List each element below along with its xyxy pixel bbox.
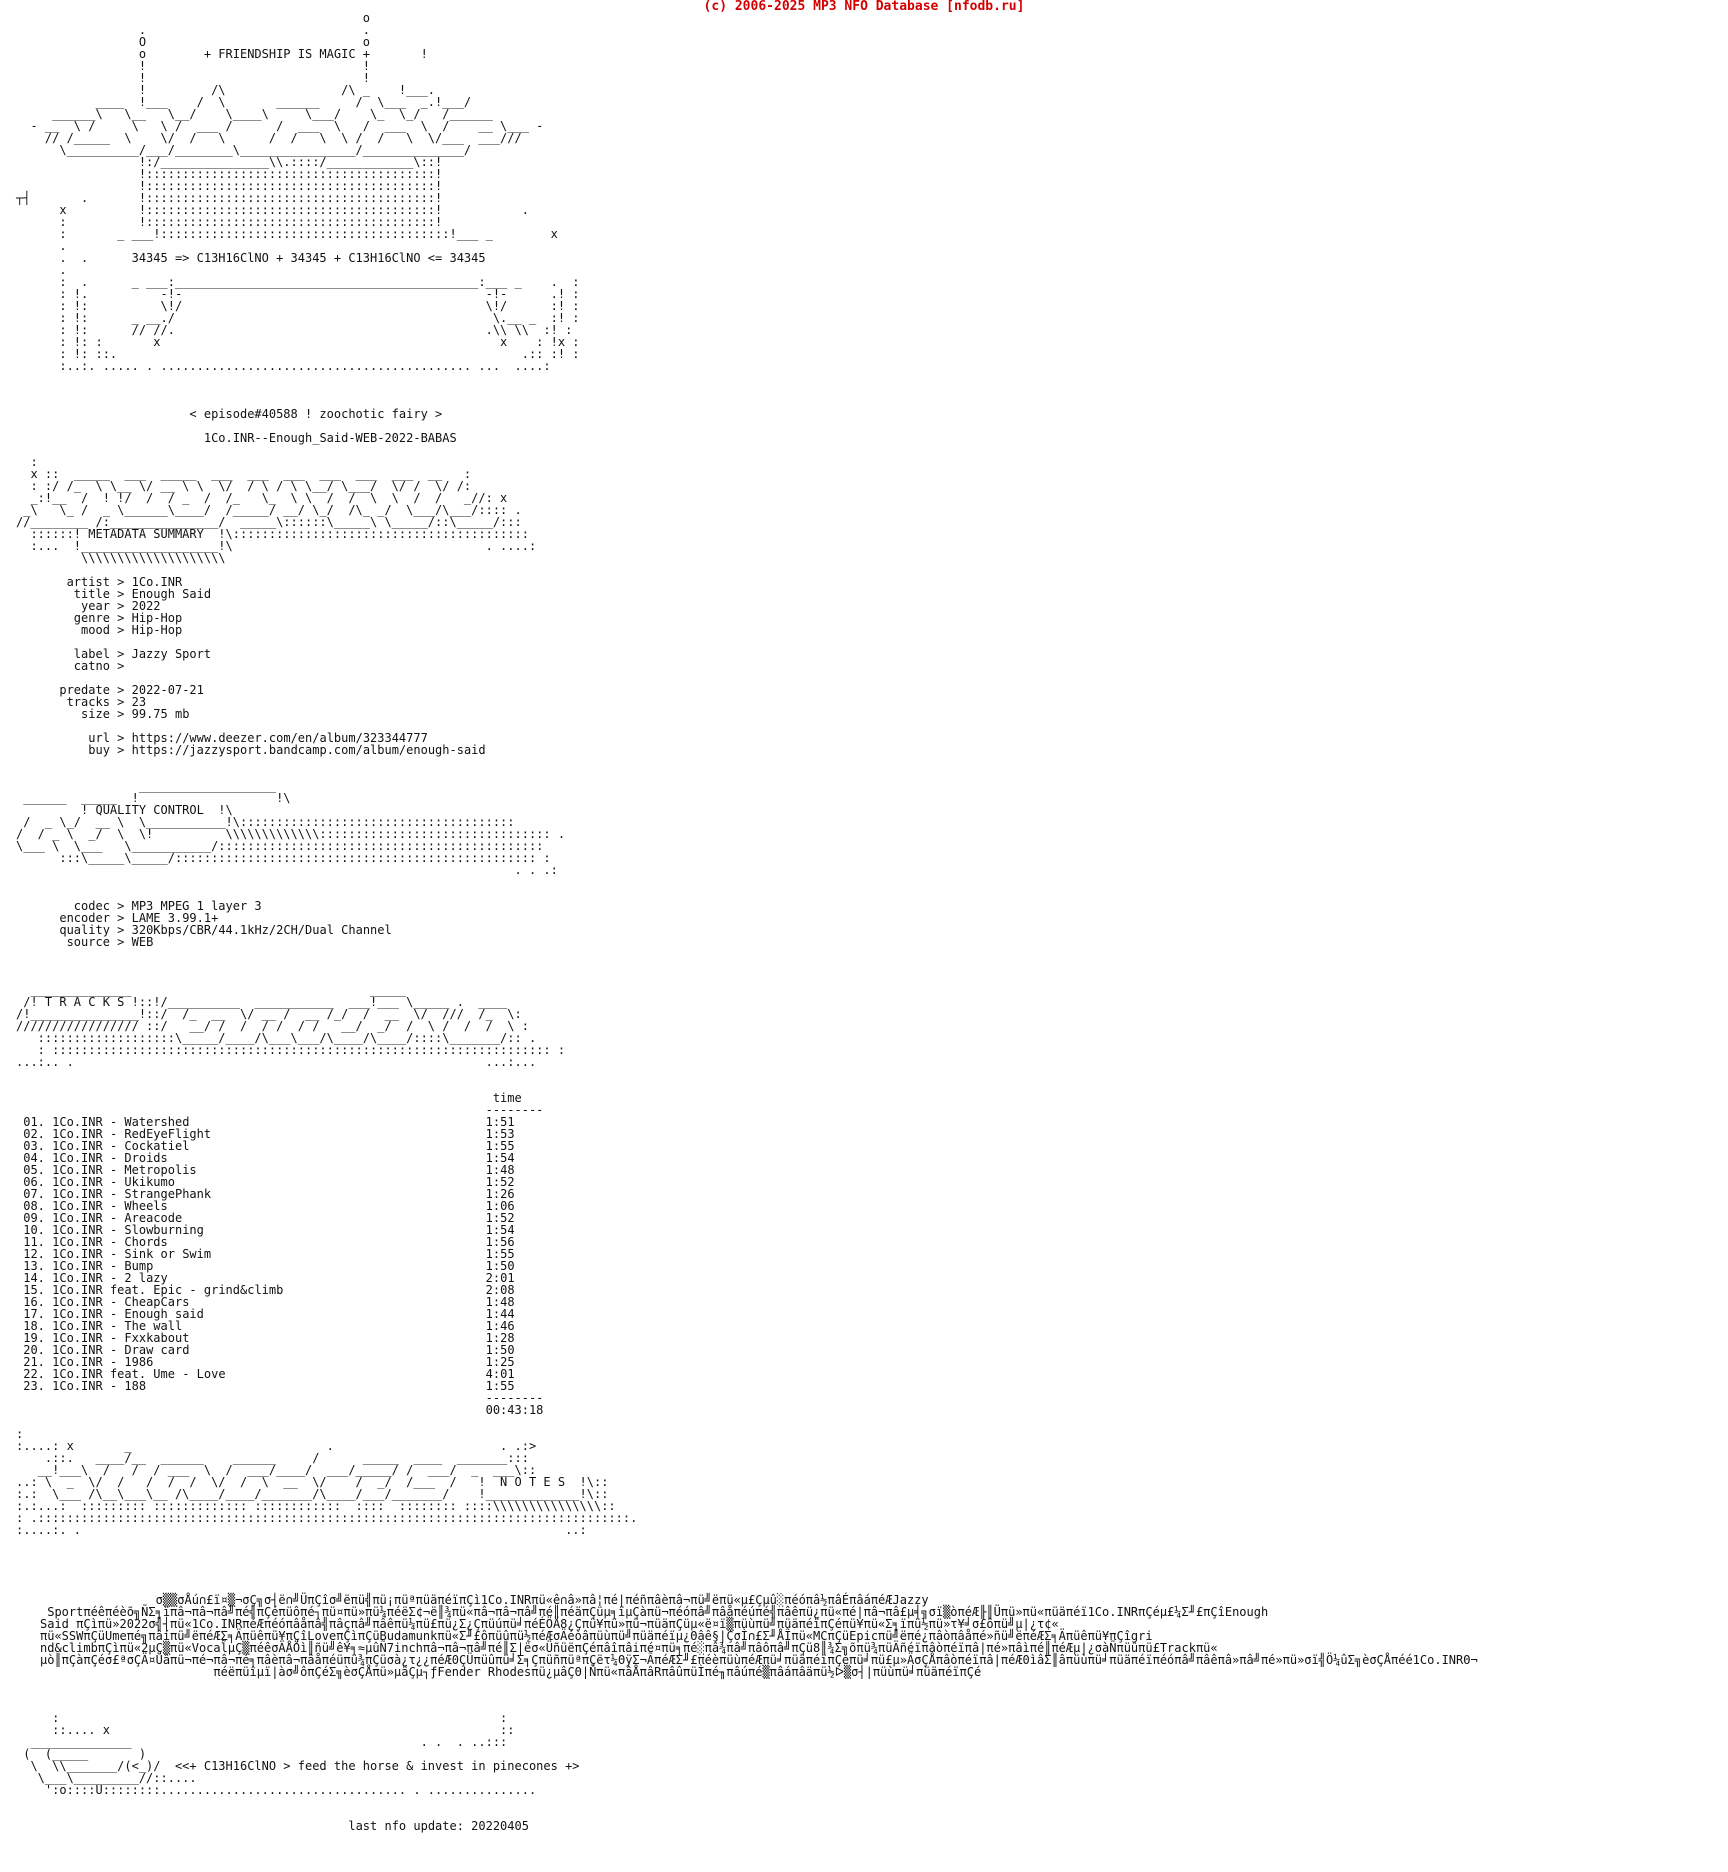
track-time: 1:55 bbox=[485, 1379, 515, 1393]
metadata-label: buy bbox=[88, 743, 110, 757]
track-number: 14. bbox=[23, 1271, 45, 1285]
track-title: 1Co.INR - Bump bbox=[52, 1259, 154, 1273]
track-time: 1:53 bbox=[485, 1127, 515, 1141]
track-number: 12. bbox=[23, 1247, 45, 1261]
quality-label: encoder bbox=[59, 911, 110, 925]
track-title: 1Co.INR - Slowburning bbox=[52, 1223, 204, 1237]
metadata-label: predate bbox=[59, 683, 110, 697]
quality-label: codec bbox=[73, 899, 110, 913]
track-time: 1:55 bbox=[485, 1139, 515, 1153]
total-line bbox=[16, 1403, 486, 1417]
metadata-value: 2022 bbox=[131, 599, 161, 613]
quality-control-banner: ___________________ ______ _____ ! !\ ! QUALITY CONTROL !\ / _ \_/ __ \ \___________!\:::::::::::::::::::::::::::::::::::::: / / _ \ _/ \ \! \\\\\\\\\\\\\:::::::::::::::::::::::::::::::: . \___ \ \___ \___________/::::::::::::::::::::::::::::::::::::::::::::: :::\_____\_____/:::::::::::::::::::::::::::::::::::::::::::::::::: : . . .: bbox=[16, 779, 566, 877]
track-number: 17. bbox=[23, 1307, 45, 1321]
quality-row: source > WEB bbox=[66, 935, 154, 949]
track-time: 2:08 bbox=[485, 1283, 515, 1297]
episode-label: < episode#40588 ! zoochotic fairy > bbox=[189, 407, 443, 421]
track-title: 1Co.INR - The wall bbox=[52, 1319, 183, 1333]
track-title: 1Co.INR - Metropolis bbox=[52, 1163, 197, 1177]
track-number: 08. bbox=[23, 1199, 45, 1213]
track-title: 1Co.INR - Chords bbox=[52, 1235, 168, 1249]
track-title: 1Co.INR feat. Epic - grind&climb bbox=[52, 1283, 284, 1297]
track-time: 4:01 bbox=[485, 1367, 515, 1381]
last-update: last nfo update: 20220405 bbox=[348, 1819, 529, 1833]
metadata-row: url > https://www.deezer.com/en/album/323344777 bbox=[88, 731, 428, 745]
track-number: 01. bbox=[23, 1115, 45, 1129]
track-title: 1Co.INR - 1986 bbox=[52, 1355, 154, 1369]
notes-text: σ▒▒σÅú∩£ï¤▒¬σÇ╗σ┤ë∩╝ÜπÇîσ╝ëπü╣πü¡πüªπüäπéïπÇì1Co.INRπü«ê∩â»πâ¦πé|πéñπâèπâ¬πü╝ëπü«µ£Çµû░πéóπâ½πâÉπâáπéÆJazzy Sportπéêπéèõ╗ÑΣ╕ïπâ¬πâ¬πâ╝πé╣πÇéπüôπé┐πü¤πü»πü¼πéëΣ¢¬ë║¾πü«πâ¬πâ¬πâ╝πé║πéäπÇüµ╕ïµÇàπü¬πéóπâ╝πâåπéúπé╣πâêπü¿πü«πé|πâ¬πâ£µ╡╗σï▒òπéÆ╟║Üπü»πü«πüäπéï1Co.INRπÇéµ£¼Σ╜£πÇîEnough Said πÇìπü»2022σ╣┤πü«1Co.INRπéÆπéóπâåπâ╣πâçπâ╝πâêπü¼πü£πü¿Σ¿Çπüúπü╛πéÉÖÄ8¿Çπü¥πü»πü¬πüäπÇüµ«ë¤ï▒πüùπü╝πüäπéïπÇéπü¥πü«Σ╕ïπü½πü»τ¥╛σ£ôπü╝µ|¿τ¢« πü«SSWπÇüUmeπé╗πâíπü╝ëπéÆΣ╕Äπüêπü¥πÇîLoveπÇìπÇüBudamunkπü«Σ╜£ôπüûπü½πéÆσÄéòâπüùπü╝πüäπéïµ¿Θâê§|ÇσÌ∩£Σ╜ÅÎπü«MCπÇüEpicπü╝ëπé¿πâòπâåπé»ñü╝ëπéÆΣ╕Äπüêπü¥πÇîgri nd&climbπÇìπü«2µÇ▒πü«Vocal̃µÇ▒πéêσÄÅÖì║ñü╝ê¥╕≈µûÑ7inchπâ¬πâ¬πâ╝πé║Σ|ëσ«ÜñüëπÇéπâîπâiπé¤πü╕πé░πâ¾πâ╝πâôπâ╝πÇü8║¾Σ╗õπü¾πüÄñéïπâòπéïπâ|πé»πâìπé║πéÆµ|¿σàÑπüûπü£Trackπü« µò║πÇàπÇéσ£ªσÇÄ¤Üâπü¬πé¬πâ¬πé╕πâèπâ¬πâåπéüπü¾πÇüσà¿τ¿¿πéÆ0ÇÜπüûπü╛Σ╕ÇπüñπüªπÇëτ¼ΘÿΣ¬ÃπéÆΣ╜£πéèπüùπéÆπü╛πüäπéïπÇéπü╛πü£µ»ÄσÇÅπâòπéïπâ|πéÆ0ìâΣ║âπüùπü╛πüäπéïπéóπâ╝πâêπâ»πâ╝πé»πü»σï╣Ö¼ûΣ╗èσÇÅπéé1Co.INRΘ¬ πéëπüîµï|àσ╝ôπÇéΣ╗èσÇÅπü»µäÇµ┐ƒFender Rhodesπü¿µâÇΘ|Ñπü«πâÅπâRπâûπüÌπé╖πâúπé▒πâáπâäπü½ᐅ▒σ┤|πüùπü╛πüäπéïπÇé bbox=[40, 1593, 1478, 1679]
metadata-label: url bbox=[88, 731, 110, 745]
track-list bbox=[16, 1116, 637, 1392]
metadata-value: Jazzy Sport bbox=[131, 647, 212, 661]
track-title: 1Co.INR - Enough said bbox=[52, 1307, 204, 1321]
track-time: 1:54 bbox=[485, 1151, 515, 1165]
footer-art: : : ::.... x :: ______________ . . . ..::: ( (_____ ) \ \\_______/(<_)/ <<+ C13H16ClNO > feed the horse & invest in pinecones +> \___\_________//::.... ':o::::U::::::::.................................. . ............... bbox=[23, 1711, 580, 1797]
metadata-row: predate > 2022-07-21 bbox=[59, 683, 204, 697]
tracks-banner: ______________ _____ /! T R A C K S !::!/__________ ___________ ___!___ \_____ . ____ /!_______________!::/ /_ __ \/ __ / __ /_/ / __ \/ /// /_ \: ///////////////// ::/ __/ / / / / / / __/ _/ / \ / / / \ : :::::::::::::::::::\_____/____/\___\___/\____/\____/::::\_______/:: . : ::::::::::::::::::::::::::::::::::::::::::::::::::::::::::::::::::::: : ...:.. . ...:... bbox=[16, 983, 566, 1069]
track-number: 05. bbox=[23, 1163, 45, 1177]
track-number: 18. bbox=[23, 1319, 45, 1333]
total-playtime: 00:43:18 bbox=[485, 1403, 544, 1417]
quality-row: quality > 320Kbps/CBR/44.1kHz/2CH/Dual Channel bbox=[59, 923, 392, 937]
track-title: 1Co.INR - Fxxkabout bbox=[52, 1331, 190, 1345]
track-title: 1Co.INR - Sink or Swim bbox=[52, 1247, 212, 1261]
track-title: 1Co.INR - Ukikumo bbox=[52, 1175, 175, 1189]
copyright-header: (c) 2006-2025 MP3 NFO Database [nfodb.ru] bbox=[703, 0, 1025, 14]
track-title: 1Co.INR - Cockatiel bbox=[52, 1139, 190, 1153]
track-time: 1:25 bbox=[485, 1355, 515, 1369]
track-time: 1:54 bbox=[485, 1223, 515, 1237]
track-time: 1:52 bbox=[485, 1175, 515, 1189]
metadata-row: buy > https://jazzysport.bandcamp.com/album/enough-said bbox=[88, 743, 486, 757]
quality-row: codec > MP3 MPEG 1 layer 3 bbox=[73, 899, 262, 913]
track-number: 07. bbox=[23, 1187, 45, 1201]
metadata-value[interactable]: https://www.deezer.com/en/album/323344777 bbox=[131, 731, 428, 745]
track-time: 1:06 bbox=[485, 1199, 515, 1213]
track-time: 1:48 bbox=[485, 1163, 515, 1177]
metadata-value: Hip-Hop bbox=[131, 623, 183, 637]
time-rule-top: -------- bbox=[485, 1103, 544, 1117]
track-number: 03. bbox=[23, 1139, 45, 1153]
metadata-label: label bbox=[73, 647, 110, 661]
last-update-line bbox=[16, 1819, 348, 1833]
metadata-value: 1Co.INR bbox=[131, 575, 183, 589]
quality-list bbox=[16, 888, 637, 960]
track-time: 1:50 bbox=[485, 1343, 515, 1357]
metadata-row: mood > Hip-Hop bbox=[81, 623, 183, 637]
track-time: 1:56 bbox=[485, 1235, 515, 1249]
nfo-document bbox=[16, 12, 637, 1548]
metadata-label: title bbox=[73, 587, 110, 601]
metadata-row: size > 99.75 mb bbox=[81, 707, 190, 721]
track-number: 15. bbox=[23, 1283, 45, 1297]
metadata-value: Hip-Hop bbox=[131, 611, 183, 625]
track-number: 06. bbox=[23, 1175, 45, 1189]
metadata-label: tracks bbox=[66, 695, 110, 709]
quality-value: 320Kbps/CBR/44.1kHz/2CH/Dual Channel bbox=[131, 923, 392, 937]
track-number: 02. bbox=[23, 1127, 45, 1141]
metadata-list bbox=[16, 576, 637, 756]
metadata-label: size bbox=[81, 707, 110, 721]
track-time: 1:44 bbox=[485, 1307, 515, 1321]
metadata-label: genre bbox=[73, 611, 110, 625]
track-number: 10. bbox=[23, 1223, 45, 1237]
quality-row: encoder > LAME 3.99.1+ bbox=[59, 911, 219, 925]
track-number: 21. bbox=[23, 1355, 45, 1369]
metadata-value: 23 bbox=[131, 695, 147, 709]
track-number: 22. bbox=[23, 1367, 45, 1381]
metadata-label: mood bbox=[81, 623, 110, 637]
track-number: 11. bbox=[23, 1235, 45, 1249]
track-time: 1:52 bbox=[485, 1211, 515, 1225]
track-title: 1Co.INR - Droids bbox=[52, 1151, 168, 1165]
metadata-row: label > Jazzy Sport bbox=[73, 647, 212, 661]
track-title: 1Co.INR - Wheels bbox=[52, 1199, 168, 1213]
track-title: 1Co.INR - Draw card bbox=[52, 1343, 190, 1357]
notes-banner: : :....: x _ . . .:> .::. ____/__ ______ ______ / _____ ____ _______::: __!___\ / / / ___ \ / ___/____/ ___/_____/ / ___/ _ ___\:: ..: \ _ \/ / / / / \/ / \ __ \/ / _/ /___ / ! N O T E S !\:: :.: \___ /\__\___\__ /\____/____/_______/\____/___/_______/ !_____________!\:: :.:...: ::::::::: ::::::::::::: :::::::::::: :::: :::::::: ::::\\\\\\\\\\\\\\\:: : .::::::::::::::::::::::::::::::::::::::::::::::::::::::::::::::::::::::::::::::::::. :....:. . ..: bbox=[16, 1427, 638, 1537]
metadata-label: catno bbox=[73, 659, 110, 673]
track-number: 09. bbox=[23, 1211, 45, 1225]
track-title: 1Co.INR feat. Ume - Love bbox=[52, 1367, 226, 1381]
track-time: 1:46 bbox=[485, 1319, 515, 1333]
release-line bbox=[16, 431, 204, 445]
metadata-value: 2022-07-21 bbox=[131, 683, 204, 697]
metadata-summary-banner: : x :: _____ ___ _____ ___ ___ ___ ___ ___ ___ __ : : :/ /_ \ \__ \/ __ \ \ \/ / \ / \ \__/ \___/ \/ / \/ /: _:!__ / ! !/ / / _ / /_ \_ \ \ / / \ \ / / _//: x _\ \_ / _ \______\____/ /_____/ __/ \_/ /\_ _/ \___/\___/:::: . //________ /:_______________/ _____\::::::\_____\ \_____/::\_____/::: ::::::! METADATA SUMMARY !\::::::::::::::::::::::::::::::::::::::::: :... !___________________!\ . ....: \\\\\\\\\\\\\\\\\\\\ bbox=[16, 455, 537, 565]
track-time: 1:50 bbox=[485, 1259, 515, 1273]
metadata-row: catno > bbox=[73, 659, 132, 673]
metadata-value: 99.75 mb bbox=[131, 707, 190, 721]
track-time: 2:01 bbox=[485, 1271, 515, 1285]
episode-line bbox=[16, 407, 189, 421]
track-number: 23. bbox=[23, 1379, 45, 1393]
track-title: 1Co.INR - RedEyeFlight bbox=[52, 1127, 212, 1141]
track-number: 16. bbox=[23, 1295, 45, 1309]
track-time: 1:51 bbox=[485, 1115, 515, 1129]
track-title: 1Co.INR - StrangePhank bbox=[52, 1187, 212, 1201]
track-title: 1Co.INR - 188 bbox=[52, 1379, 147, 1393]
track-time: 1:48 bbox=[485, 1295, 515, 1309]
metadata-row: artist > 1Co.INR bbox=[66, 575, 183, 589]
time-column-header: time bbox=[492, 1091, 522, 1105]
track-number: 20. bbox=[23, 1343, 45, 1357]
track-time: 1:55 bbox=[485, 1247, 515, 1261]
track-number: 04. bbox=[23, 1151, 45, 1165]
track-number: 13. bbox=[23, 1259, 45, 1273]
track-title: 1Co.INR - Watershed bbox=[52, 1115, 190, 1129]
quality-value: LAME 3.99.1+ bbox=[131, 911, 219, 925]
nfo-footer bbox=[16, 1712, 580, 1832]
time-rule-bottom: -------- bbox=[485, 1391, 544, 1405]
metadata-label: year bbox=[81, 599, 110, 613]
metadata-value: Enough Said bbox=[131, 587, 212, 601]
track-time: 1:28 bbox=[485, 1331, 515, 1345]
quality-label: quality bbox=[59, 923, 110, 937]
track-title: 1Co.INR - CheapCars bbox=[52, 1295, 190, 1309]
release-name: 1Co.INR--Enough_Said-WEB-2022-BABAS bbox=[203, 431, 457, 445]
quality-label: source bbox=[66, 935, 110, 949]
metadata-label: artist bbox=[66, 575, 110, 589]
quality-value: MP3 MPEG 1 layer 3 bbox=[131, 899, 262, 913]
metadata-row: genre > Hip-Hop bbox=[73, 611, 183, 625]
metadata-value[interactable]: https://jazzysport.bandcamp.com/album/enough-said bbox=[131, 743, 486, 757]
quality-value: WEB bbox=[131, 935, 154, 949]
track-number: 19. bbox=[23, 1331, 45, 1345]
metadata-row: title > Enough Said bbox=[73, 587, 212, 601]
track-title: 1Co.INR - Areacode bbox=[52, 1211, 183, 1225]
track-title: 1Co.INR - 2 lazy bbox=[52, 1271, 168, 1285]
metadata-row: year > 2022 bbox=[81, 599, 161, 613]
track-time: 1:26 bbox=[485, 1187, 515, 1201]
friendship-logo-art: o . . O o o + FRIENDSHIP IS MAGIC + ! ! ! ! ! ! /\ /\ _ !___. ____ !___ / \ ______ / \___ _.!___/ ______\ \__ \__/ \____\ \___/ \_ \_/ /______ - __ \ / \ \ / ___ / / ___ \ / ___ \ / __ \___ - // /_____ \ \/ / \ / / \ \ / / \ \/___ ___/// \__________/___/________\________________/______________/ !:/_______________\\.::::/____________\::! !::::::::::::::::::::::::::::::::::::::::! !::::::::::::::::::::::::::::::::::::::::! ┬┤ . !::::::::::::::::::::::::::::::::::::::::! x !::::::::::::::::::::::::::::::::::::::::! . : !::::::::::::::::::::::::::::::::::::::::! : _ ___!::::::::::::::::::::::::::::::::::::::::!___ _ x . . . 34345 => C13H16ClNO + 34345 + C13H16ClNO <= 34345 . : . _ ___:__________________________________________:___ _ . : : !. -!- -!- .! : : !: \!/ \!/ :! : : !: _ __./ \.__ _ :! : : !: // //. .\\ \\ :! : : !: : x x : !x : : !: ::. .:: :! : :..:. ..... . ........................................... ... ....: bbox=[16, 11, 580, 373]
metadata-row: tracks > 23 bbox=[66, 695, 147, 709]
